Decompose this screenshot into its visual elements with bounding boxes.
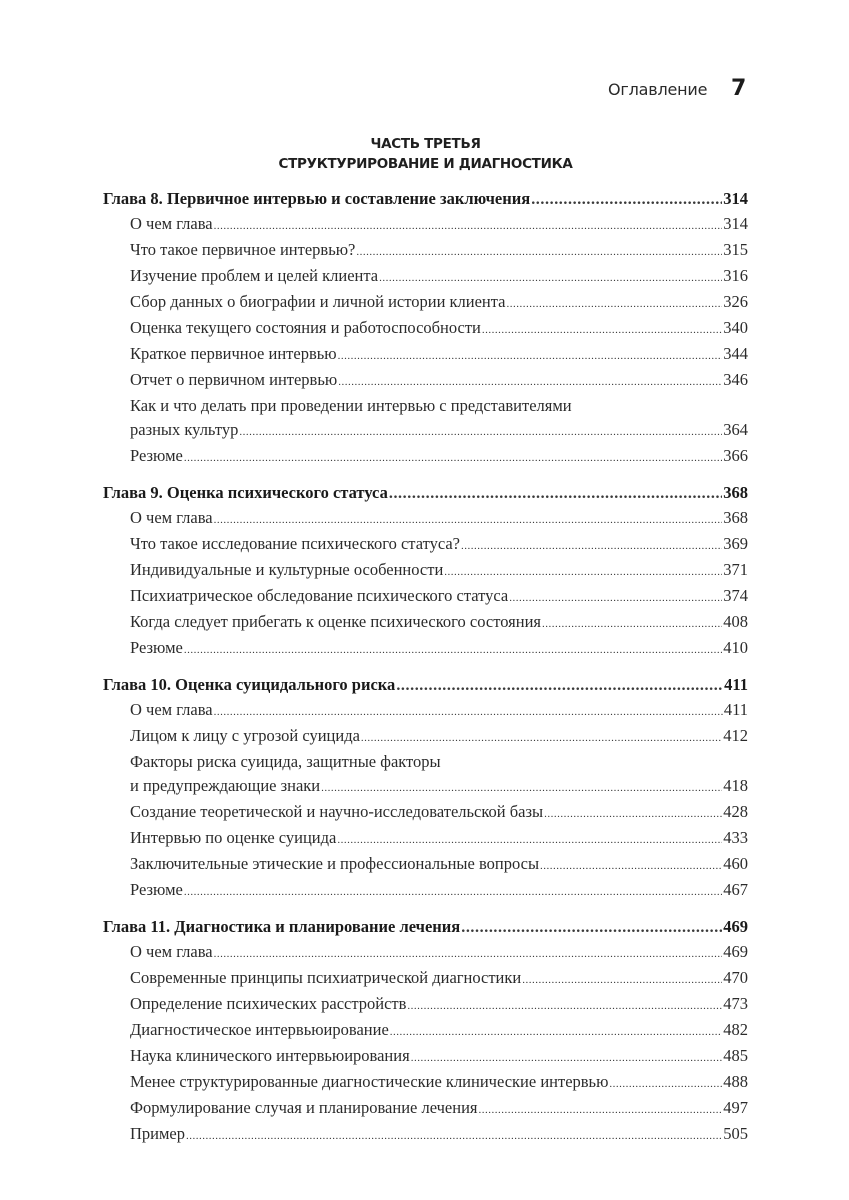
section-page: 428: [723, 802, 748, 821]
section-page: 412: [723, 726, 748, 745]
section-title: О чем глава: [130, 214, 213, 233]
section-page: 505: [723, 1124, 748, 1143]
toc-entry[interactable]: [103, 800, 748, 826]
section-page: 497: [723, 1098, 748, 1117]
section-title-line1[interactable]: Факторы риска суицида, защитные факторы: [130, 752, 441, 771]
toc-entry[interactable]: [103, 1018, 748, 1044]
section-page: 410: [723, 638, 748, 657]
dot-leader: [356, 240, 722, 264]
table-of-contents: [103, 186, 748, 1158]
section-title: Создание теоретической и научно-исследовательской базы: [130, 802, 544, 821]
toc-entry[interactable]: [103, 966, 748, 992]
section-title: Диагностическое интервьюирование: [130, 1020, 389, 1039]
section-page: 344: [723, 344, 748, 363]
section-title: Когда следует прибегать к оценке психического состояния: [130, 612, 541, 631]
section-title: Современные принципы психиатрической диагностики: [130, 968, 522, 987]
section-page: 418: [723, 776, 748, 795]
section-page: 369: [723, 534, 748, 553]
section-title: Лицом к лицу с угрозой суицида: [130, 726, 360, 745]
dot-leader: [479, 1098, 723, 1122]
toc-entry[interactable]: [103, 940, 748, 966]
section-title: разных культур: [130, 420, 239, 439]
part-number: ЧАСТЬ ТРЕТЬЯ: [370, 136, 481, 152]
section-title: Формулирование случая и планирование лечения: [130, 1098, 478, 1117]
dot-leader: [361, 726, 722, 750]
section-title: Резюме: [130, 880, 183, 899]
dot-leader: [321, 776, 722, 800]
section-page: 340: [723, 318, 748, 337]
section-title: Наука клинического интервьюирования: [130, 1046, 410, 1065]
section-page: 433: [723, 828, 748, 847]
toc-entry[interactable]: [103, 584, 748, 610]
section-page: 482: [723, 1020, 748, 1039]
section-title: Оценка текущего состояния и работоспособности: [130, 318, 481, 337]
dot-leader: [184, 446, 722, 470]
section-page: 314: [723, 214, 748, 233]
dot-leader: [609, 1072, 722, 1096]
chapter-page: 411: [724, 675, 748, 694]
section-title: Краткое первичное интервью: [130, 344, 337, 363]
chapter-page: 368: [723, 483, 748, 502]
section-page: 467: [723, 880, 748, 899]
toc-entry[interactable]: [103, 506, 748, 532]
dot-leader: [239, 420, 722, 444]
section-title: О чем глава: [130, 942, 213, 961]
section-title: Резюме: [130, 638, 183, 657]
toc-entry[interactable]: [103, 290, 748, 316]
chapter-title: Глава 10. Оценка суицидального риска: [103, 675, 396, 694]
toc-entry[interactable]: [103, 558, 748, 584]
section-title: и предупреждающие знаки: [130, 776, 321, 795]
section-page: 411: [723, 700, 748, 719]
chapter-heading[interactable]: [103, 480, 748, 506]
toc-entry[interactable]: [103, 264, 748, 290]
toc-entry[interactable]: [103, 878, 748, 904]
toc-entry[interactable]: [103, 444, 748, 470]
section-title: Заключительные этические и профессиональные вопросы: [130, 854, 540, 873]
dot-leader: [540, 854, 722, 878]
dot-leader: [337, 828, 722, 852]
dot-leader: [389, 481, 722, 506]
dot-leader: [338, 370, 722, 394]
section-title: Отчет о первичном интервью: [130, 370, 338, 389]
section-page: 473: [723, 994, 748, 1013]
dot-leader: [214, 508, 723, 532]
section-title: Определение психических расстройств: [130, 994, 407, 1013]
dot-leader: [407, 994, 722, 1018]
chapter-title: Глава 11. Диагностика и планирование лечения: [103, 917, 461, 936]
dot-leader: [214, 700, 723, 724]
section-title: О чем глава: [130, 700, 213, 719]
chapter-8: [103, 186, 748, 470]
chapter-heading[interactable]: [103, 186, 748, 212]
dot-leader: [338, 344, 723, 368]
dot-leader: [184, 880, 722, 904]
section-title: Индивидуальные и культурные особенности: [130, 560, 444, 579]
toc-entry[interactable]: [103, 1122, 748, 1148]
chapter-heading[interactable]: [103, 672, 748, 698]
section-page: 470: [723, 968, 748, 987]
part-title: СТРУКТУРИРОВАНИЕ И ДИАГНОСТИКА: [278, 156, 573, 172]
toc-entry[interactable]: [103, 636, 748, 662]
section-page: 488: [723, 1072, 748, 1091]
chapter-title: Глава 8. Первичное интервью и составление заключения: [103, 189, 531, 208]
chapter-title: Глава 9. Оценка психического статуса: [103, 483, 388, 502]
section-page: 371: [723, 560, 748, 579]
dot-leader: [522, 968, 722, 992]
section-page: 366: [723, 446, 748, 465]
dot-leader: [411, 1046, 723, 1070]
toc-entry[interactable]: [103, 532, 748, 558]
toc-entry[interactable]: [103, 992, 748, 1018]
toc-entry[interactable]: [103, 724, 748, 750]
section-page: 374: [723, 586, 748, 605]
chapter-11: [103, 914, 748, 1148]
dot-leader: [509, 586, 722, 610]
page-number: 7: [731, 76, 747, 101]
dot-leader: [482, 318, 722, 342]
section-page: 315: [723, 240, 748, 259]
section-page: 316: [723, 266, 748, 285]
part-heading: [103, 134, 748, 174]
section-title: Пример: [130, 1124, 186, 1143]
toc-entry[interactable]: [103, 826, 748, 852]
chapter-heading[interactable]: [103, 914, 748, 940]
dot-leader: [390, 1020, 722, 1044]
section-title: Психиатрическое обследование психического статуса: [130, 586, 509, 605]
section-page: 326: [723, 292, 748, 311]
dot-leader: [184, 638, 722, 662]
section-title: Менее структурированные диагностические клинические интервью: [130, 1072, 609, 1091]
chapter-page: 469: [723, 917, 748, 936]
dot-leader: [444, 560, 722, 584]
dot-leader: [507, 292, 723, 316]
toc-entry[interactable]: [103, 610, 748, 636]
toc-entry[interactable]: [103, 316, 748, 342]
chapter-9: [103, 480, 748, 662]
dot-leader: [214, 942, 723, 966]
toc-entry[interactable]: [103, 698, 748, 724]
dot-leader: [396, 673, 723, 698]
toc-entry[interactable]: [103, 852, 748, 878]
chapter-page: 314: [723, 189, 748, 208]
section-title-line1[interactable]: Как и что делать при проведении интервью с представителями: [130, 396, 572, 415]
running-head: [0, 76, 849, 106]
section-title: Интервью по оценке суицида: [130, 828, 337, 847]
section-title: Что такое первичное интервью?: [130, 240, 356, 259]
section-page: 485: [723, 1046, 748, 1065]
dot-leader: [379, 266, 722, 290]
section-page: 368: [723, 508, 748, 527]
section-title: Резюме: [130, 446, 183, 465]
section-title: Сбор данных о биографии и личной истории клиента: [130, 292, 506, 311]
toc-entry[interactable]: [103, 342, 748, 368]
section-page: 364: [723, 420, 748, 439]
dot-leader: [544, 802, 722, 826]
toc-entry[interactable]: [103, 368, 748, 394]
section-page: 460: [723, 854, 748, 873]
dot-leader: [542, 612, 722, 636]
section-page: 408: [723, 612, 748, 631]
section-title: О чем глава: [130, 508, 213, 527]
toc-entry[interactable]: [103, 1044, 748, 1070]
dot-leader: [186, 1124, 722, 1148]
dot-leader: [461, 534, 722, 558]
toc-entry[interactable]: [103, 212, 748, 238]
section-title: Что такое исследование психического статуса?: [130, 534, 460, 553]
toc-entry[interactable]: [103, 1070, 748, 1096]
section-page: 469: [723, 942, 748, 961]
chapter-10: [103, 672, 748, 904]
dot-leader: [531, 187, 722, 212]
section-page: 346: [723, 370, 748, 389]
dot-leader: [461, 915, 722, 940]
toc-entry[interactable]: [103, 774, 748, 800]
section-title: Изучение проблем и целей клиента: [130, 266, 379, 285]
toc-entry[interactable]: [103, 418, 748, 444]
toc-entry[interactable]: [103, 238, 748, 264]
dot-leader: [214, 214, 723, 238]
running-head-title: Оглавление: [608, 80, 708, 99]
toc-entry[interactable]: [103, 1096, 748, 1122]
